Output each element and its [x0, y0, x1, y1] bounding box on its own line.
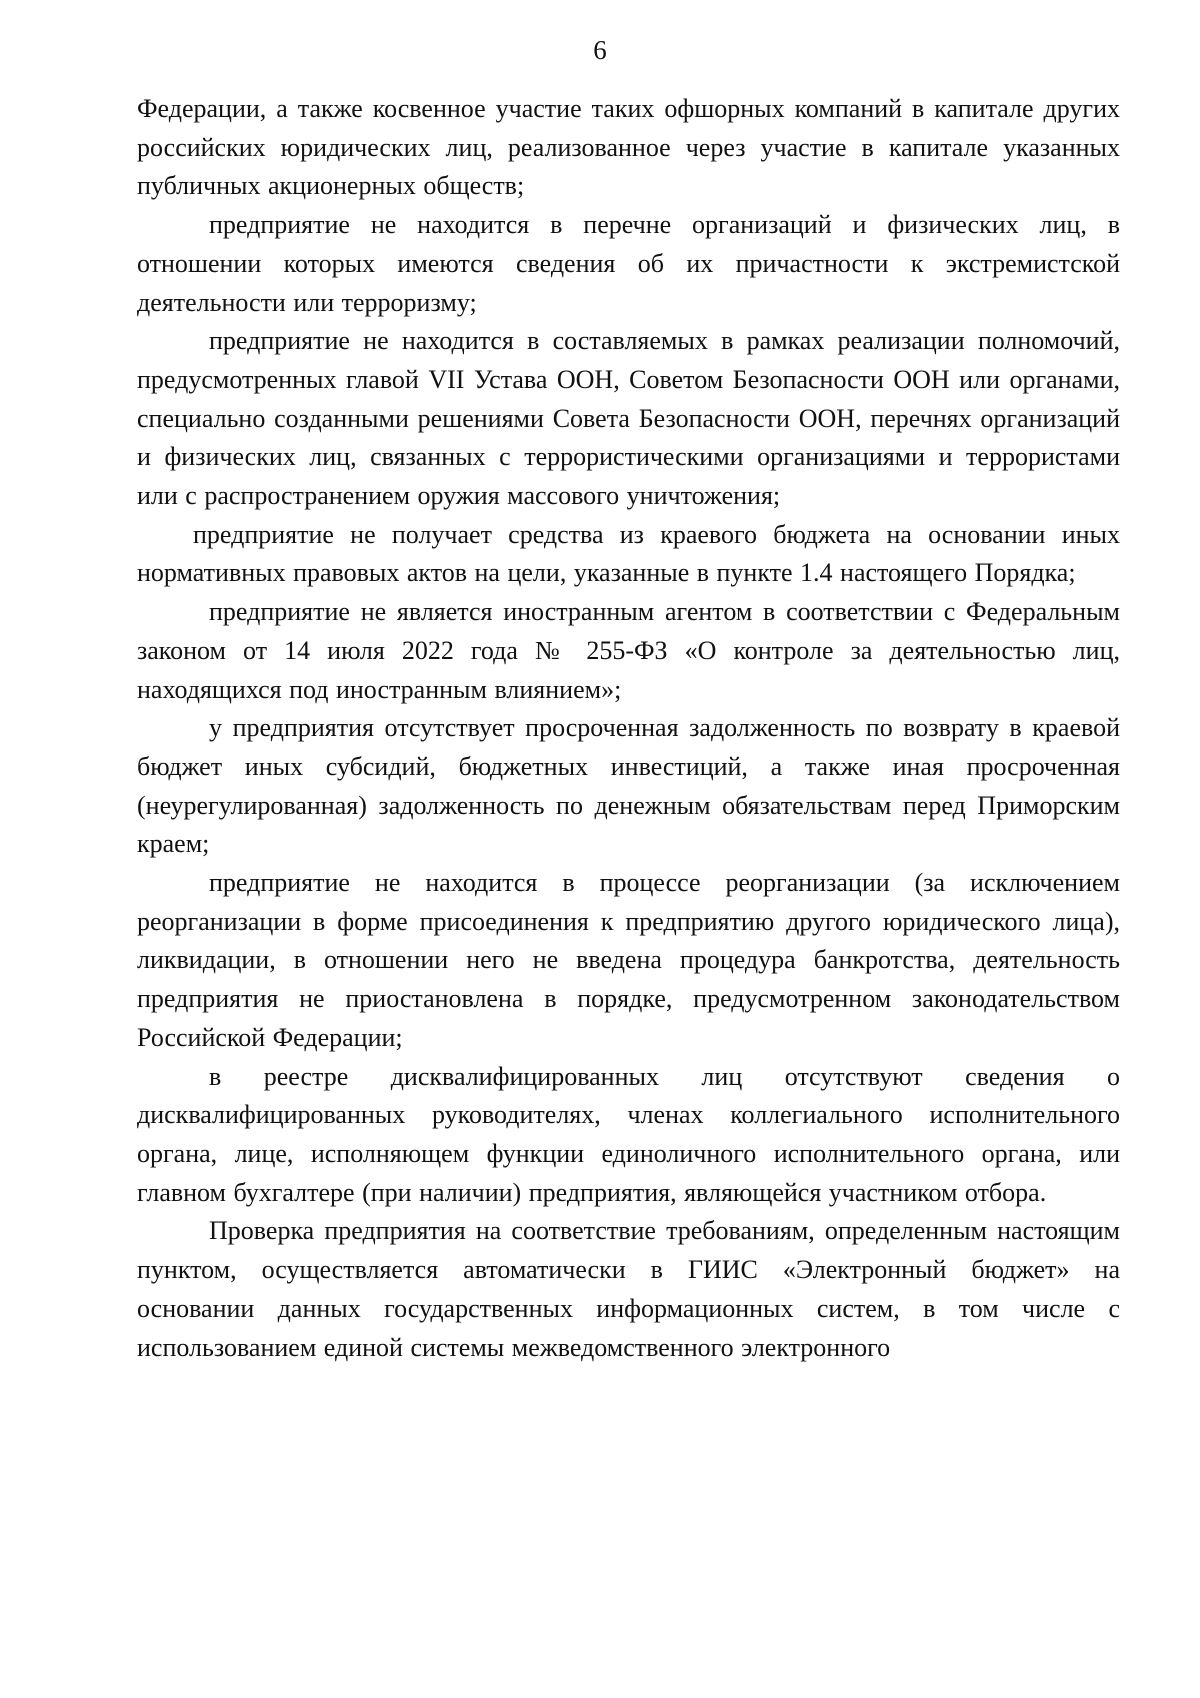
paragraph-9: Проверка предприятия на соответствие требованиям, определенным настоящим пунктом, осуществляется автоматически в ГИИС «Электронный бюджет» на основании данных государственных информационных систем, в том числе с использованием единой системы межведомственного электронного	[137, 1216, 1120, 1362]
paragraph-2: предприятие не находится в перечне организаций и физических лиц, в отношении которых имеются сведения об их причастности к экстремистской деятельности или терроризму;	[137, 210, 1120, 317]
paragraph-5: предприятие не является иностранным агентом в соответствии с Федеральным законом от 14 июля 2022 года № 255-ФЗ «О контроле за деятельностью лиц, находящихся под иностранным влиянием»;	[137, 597, 1120, 704]
paragraph-8: в реестре дисквалифицированных лиц отсутствуют сведения о дисквалифицированных руководителях, членах коллегиального исполнительного органа, лице, исполняющем функции единоличного исполнительного органа, или главном бухгалтере (при наличии) предприятия, являющейся участником отбора.	[137, 1061, 1120, 1207]
paragraph-1: Федерации, а также косвенное участие таких офшорных компаний в капитале других российских юридических лиц, реализованное через участие в капитале указанных публичных акционерных обществ;	[137, 94, 1120, 201]
page-number: 6	[593, 35, 607, 65]
paragraph-6: у предприятия отсутствует просроченная задолженность по возврату в краевой бюджет иных субсидий, бюджетных инвестиций, а также иная просроченная (неурегулированная) задолженность по денежным обязательствам перед Приморским краем;	[137, 713, 1120, 859]
document-body	[137, 90, 1120, 1367]
paragraph-4: предприятие не получает средства из краевого бюджета на основании иных нормативных правовых актов на цели, указанные в пункте 1.4 настоящего Порядка;	[137, 519, 1120, 588]
paragraph-7: предприятие не находится в процессе реорганизации (за исключением реорганизации в форме присоединения к предприятию другого юридического лица), ликвидации, в отношении него не введена процедура банкротства, деятельность предприятия не приостановлена в порядке, предусмотренном законодательством Российской Федерации;	[137, 868, 1120, 1052]
paragraph-3: предприятие не находится в составляемых в рамках реализации полномочий, предусмотренных главой VII Устава ООН, Советом Безопасности ООН или органами, специально созданными решениями Совета Безопасности ООН, перечнях организаций и физических лиц, связанных с террористическими организациями и террористами или с распространением оружия массового уничтожения;	[137, 326, 1120, 511]
